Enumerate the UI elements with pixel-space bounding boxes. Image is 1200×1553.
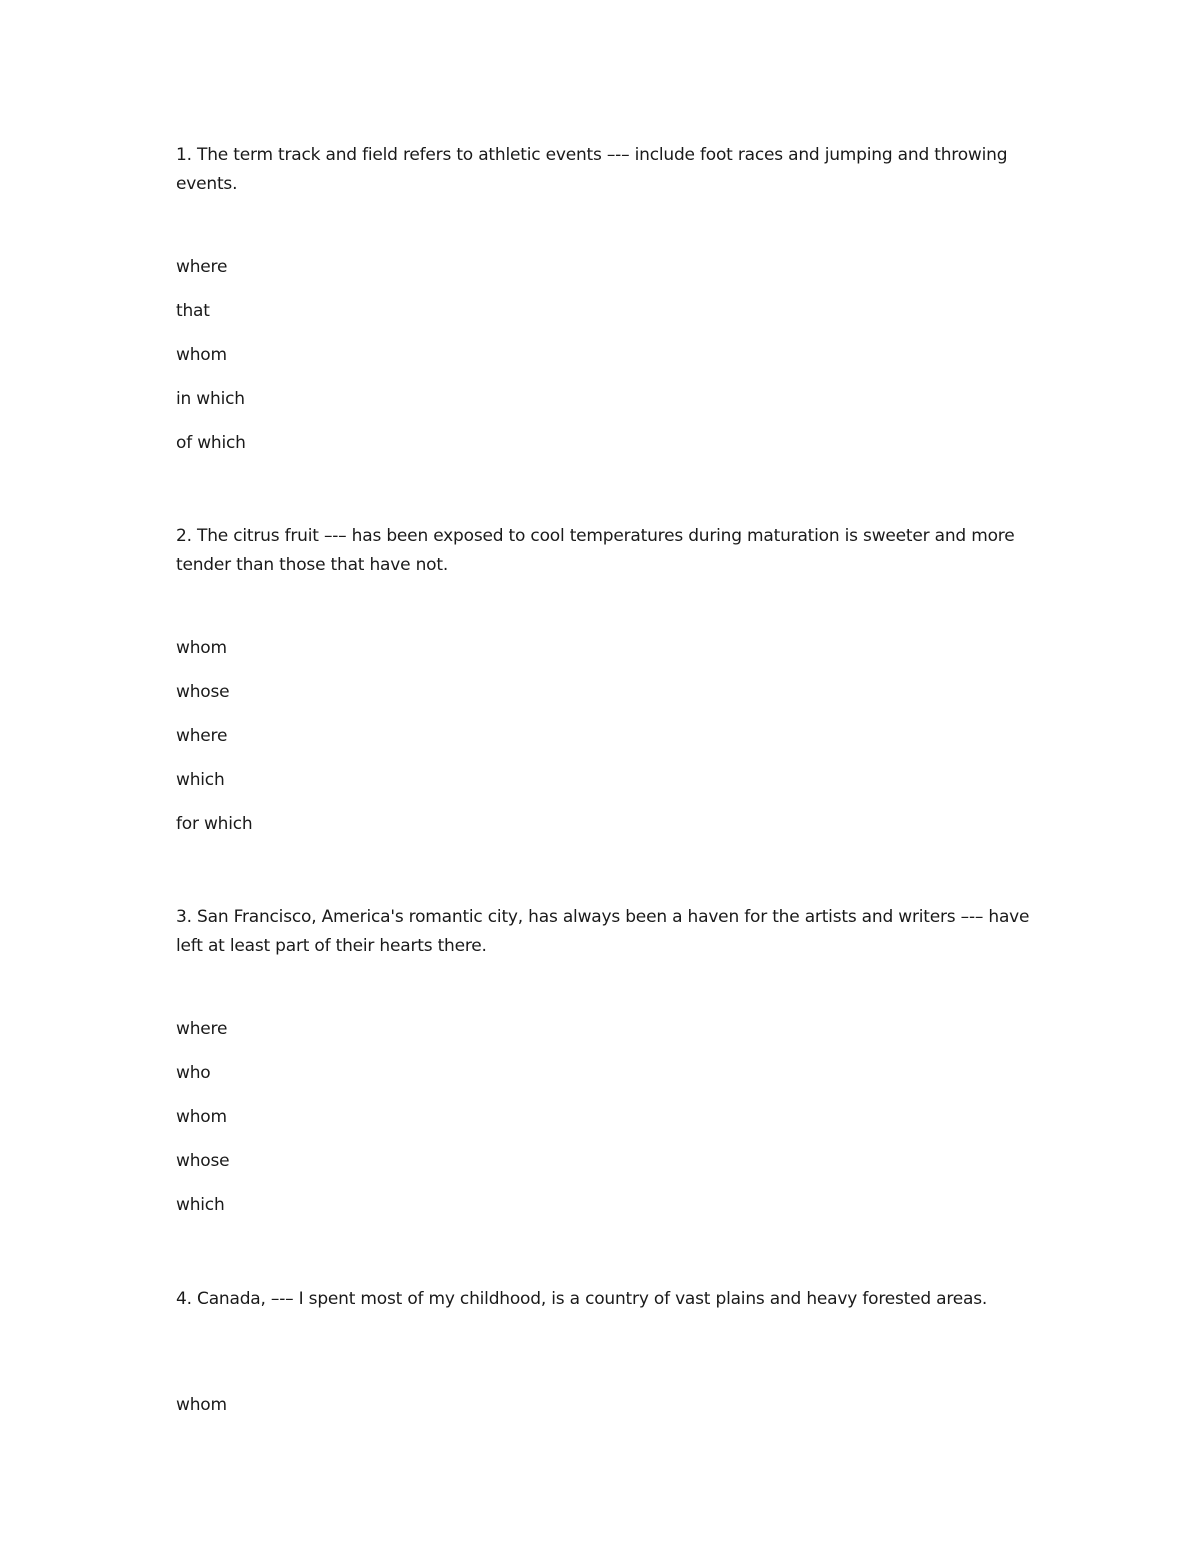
answer-option: whom: [176, 638, 227, 658]
answer-option: whom: [176, 1395, 227, 1415]
answer-option: which: [176, 770, 225, 790]
answer-option: of which: [176, 433, 246, 453]
question-2: [176, 522, 1036, 857]
answer-options: [176, 637, 1036, 857]
answer-option: in which: [176, 389, 245, 409]
answer-options: [176, 1394, 1036, 1438]
answer-option: whose: [176, 1151, 230, 1171]
answer-option: where: [176, 257, 228, 277]
question-4: [176, 1285, 1036, 1438]
question-3: [176, 903, 1036, 1238]
question-stem: 1. The term track and field refers to athletic events –-– include foot races and jumping and throwing events.: [176, 145, 1008, 194]
answer-option: whose: [176, 682, 230, 702]
answer-option: which: [176, 1195, 225, 1215]
answer-option: where: [176, 726, 228, 746]
answer-option: whom: [176, 1107, 227, 1127]
answer-option: that: [176, 301, 210, 321]
answer-option: for which: [176, 814, 253, 834]
answer-options: [176, 256, 1036, 476]
answer-option: where: [176, 1019, 228, 1039]
question-stem: 2. The citrus fruit –-– has been exposed to cool temperatures during maturation is sweeter and more tender than those that have not.: [176, 526, 1015, 575]
question-1: [176, 141, 1036, 476]
question-stem: 4. Canada, –-– I spent most of my childhood, is a country of vast plains and heavy forested areas.: [176, 1289, 988, 1309]
question-stem: 3. San Francisco, America's romantic city, has always been a haven for the artists and writers –-– have left at least part of their hearts there.: [176, 907, 1030, 956]
answer-options: [176, 1018, 1036, 1238]
answer-option: whom: [176, 345, 227, 365]
answer-option: who: [176, 1063, 211, 1083]
